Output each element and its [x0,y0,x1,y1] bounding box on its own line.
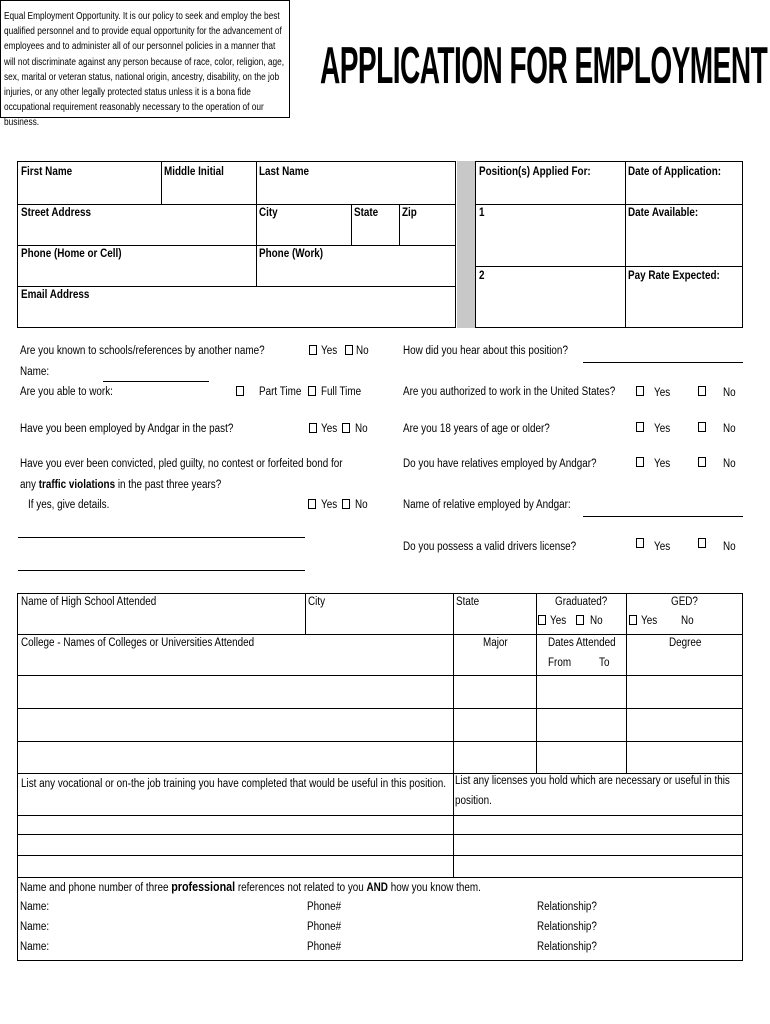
drivers-license-question: Do you possess a valid drivers license? [403,541,577,553]
convicted-details-line-1[interactable] [18,537,305,538]
state-field[interactable]: State [354,207,379,219]
date-available-field[interactable]: Date Available: [628,207,699,219]
heard-about-line[interactable] [583,362,743,363]
part-time-checkbox[interactable] [236,386,244,396]
college-field[interactable]: College - Names of Colleges or Universities Attended [21,637,255,649]
reference-1-phone[interactable]: Phone# [307,901,342,913]
first-name-field[interactable]: First Name [21,166,73,178]
yes-label: Yes [654,458,671,470]
license-yes-checkbox[interactable] [636,538,644,548]
age-18-yes-checkbox[interactable] [636,422,644,432]
to-label: To [599,657,610,669]
yes-label: Yes [654,423,671,435]
other-name-line[interactable] [103,381,209,382]
graduated-label: Graduated? [555,596,608,608]
street-address-field[interactable]: Street Address [21,207,91,219]
positions-applied-label: Position(s) Applied For: [479,166,591,178]
ged-label: GED? [671,596,698,608]
hs-state-field[interactable]: State [456,596,480,608]
heard-about-question: How did you hear about this position? [403,345,568,357]
convicted-yes-checkbox[interactable] [308,499,316,509]
education-section [17,593,743,878]
major-label: Major [483,637,508,649]
convicted-details-line-2[interactable] [18,570,305,571]
reference-2-phone[interactable]: Phone# [307,921,342,933]
employed-past-yes-checkbox[interactable] [309,423,317,433]
no-label: No [355,423,368,435]
no-label: No [681,615,694,627]
no-label: No [355,499,368,511]
employed-past-question: Have you been employed by Andgar in the past? [20,423,234,435]
age-18-no-checkbox[interactable] [698,422,706,432]
yes-label: Yes [654,541,671,553]
city-field[interactable]: City [259,207,278,219]
reference-1-name[interactable]: Name: [20,901,50,913]
other-name-label: Name: [20,366,50,378]
yes-label: Yes [321,499,338,511]
licenses-field-line1[interactable]: List any licenses you hold which are necessary or useful in this [455,775,730,787]
authorized-yes-checkbox[interactable] [636,386,644,396]
known-by-other-name-question: Are you known to schools/references by another name? [20,345,265,357]
relatives-yes-checkbox[interactable] [636,457,644,467]
position-2-field[interactable]: 2 [479,270,485,282]
email-field[interactable]: Email Address [21,289,90,301]
position-section [475,161,743,328]
yes-label: Yes [654,387,671,399]
date-of-application-field[interactable]: Date of Application: [628,166,722,178]
reference-2-relationship[interactable]: Relationship? [537,921,597,933]
references-intro: Name and phone number of three professional references not related to you AND how you know them. [20,880,481,894]
zip-field[interactable]: Zip [402,207,417,219]
part-time-label: Part Time [259,386,302,398]
reference-3-phone[interactable]: Phone# [307,941,342,953]
middle-initial-field[interactable]: Middle Initial [164,166,224,178]
license-no-checkbox[interactable] [698,538,706,548]
reference-2-name[interactable]: Name: [20,921,50,933]
yes-label: Yes [321,345,338,357]
employed-past-no-checkbox[interactable] [342,423,350,433]
licenses-field-line2: position. [455,795,492,807]
convicted-question-line1: Have you ever been convicted, pled guilty, no contest or forfeited bond for [20,458,343,470]
hs-city-field[interactable]: City [308,596,326,608]
able-to-work-question: Are you able to work: [20,386,113,398]
no-label: No [723,387,736,399]
other-name-no-checkbox[interactable] [345,345,353,355]
reference-3-relationship[interactable]: Relationship? [537,941,597,953]
degree-label: Degree [669,637,702,649]
authorized-no-checkbox[interactable] [698,386,706,396]
from-label: From [548,657,572,669]
ged-yes-checkbox[interactable] [629,615,637,625]
no-label: No [723,541,736,553]
high-school-field[interactable]: Name of High School Attended [21,596,157,608]
convicted-no-checkbox[interactable] [342,499,350,509]
relative-name-question: Name of relative employed by Andgar: [403,499,571,511]
eeo-statement-box [0,0,290,129]
form-title: APPLICATION FOR EMPLOYMENT [320,37,768,95]
other-name-yes-checkbox[interactable] [309,345,317,355]
yes-label: Yes [641,615,658,627]
no-label: No [590,615,603,627]
no-label: No [723,423,736,435]
yes-label: Yes [321,423,338,435]
full-time-label: Full Time [321,386,362,398]
convicted-question-line2: any traffic violations in the past three years? [20,479,222,491]
relative-name-line[interactable] [583,516,743,517]
graduated-no-checkbox[interactable] [576,615,584,625]
relatives-question: Do you have relatives employed by Andgar? [403,458,597,470]
convicted-question-line3: If yes, give details. [28,499,110,511]
phone-work-field[interactable]: Phone (Work) [259,248,324,260]
graduated-yes-checkbox[interactable] [538,615,546,625]
vocational-training-field[interactable]: List any vocational or on-the job training you have completed that would be useful in this position. [21,778,446,790]
reference-3-name[interactable]: Name: [20,941,50,953]
age-18-question: Are you 18 years of age or older? [403,423,550,435]
authorized-question: Are you authorized to work in the United States? [403,386,616,398]
phone-home-field[interactable]: Phone (Home or Cell) [21,248,122,260]
relatives-no-checkbox[interactable] [698,457,706,467]
yes-label: Yes [550,615,567,627]
no-label: No [723,458,736,470]
reference-1-relationship[interactable]: Relationship? [537,901,597,913]
no-label: No [356,345,369,357]
pay-rate-field[interactable]: Pay Rate Expected: [628,270,720,282]
eeo-statement: Equal Employment Opportunity. It is our policy to seek and employ the best qualified personnel and to provide equal opportunity for the advancement of employees and to administer all of our personnel policies in a manner that will not discriminate against any person because of race, color, religion, age, sex, marital or veteran status, national origin, ancestry, disability, on the job injuries, or any other legally protected status unless it is a bona fide occupational requirement reasonably necessary to the operation of our business. [4,11,285,129]
position-1-field[interactable]: 1 [479,207,485,219]
dates-attended-label: Dates Attended [548,637,616,649]
full-time-checkbox[interactable] [308,386,316,396]
last-name-field[interactable]: Last Name [259,166,310,178]
